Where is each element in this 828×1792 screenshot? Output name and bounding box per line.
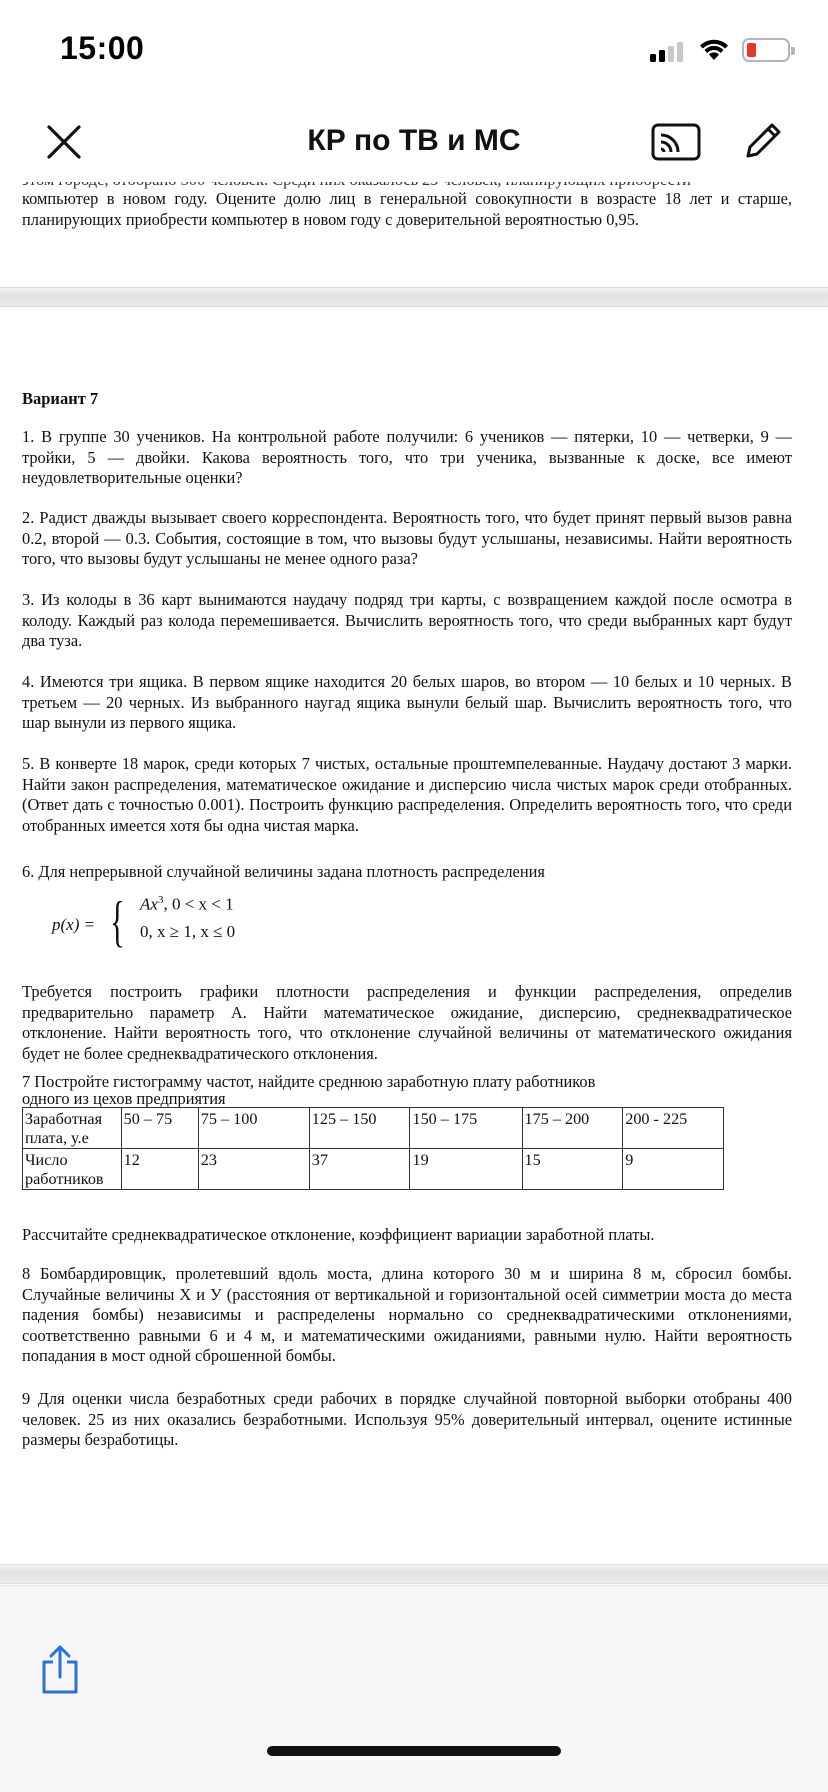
- table-cell: 175 – 200: [522, 1108, 623, 1149]
- task-9: 9 Для оценки числа безработных среди рабочих в порядке случайной повторной выборки отобраны 400 человек. 25 из них оказались безработными. Используя 95% доверительный интервал, оцените истинные размеры безработицы.: [22, 1389, 792, 1449]
- task-7-intro-line-1: 7 Постройте гистограмму частот, найдите среднюю заработную плату работников: [22, 1072, 596, 1091]
- page-separator: [0, 1564, 828, 1584]
- density-formula: [52, 892, 352, 962]
- formula-case-2: 0, x ≥ 1, x ≤ 0: [140, 922, 236, 941]
- table-cell: 12: [121, 1149, 198, 1190]
- status-time: 15:00: [60, 30, 145, 66]
- task-6-body: Требуется построить графики плотности распределения и функции распределения, определив предварительно параметр А. Найти математическое ожидание, дисперсию, среднеквадратическое отклонение. Найти вероятность того, что отклонение случайной величины от математического ожидания будет не более среднеквадратического отклонения.: [22, 982, 792, 1063]
- battery-icon: [742, 38, 790, 62]
- share-icon[interactable]: [38, 1644, 82, 1696]
- table-cell: Заработная плата, у.е: [23, 1108, 122, 1149]
- table-cell: 19: [410, 1149, 522, 1190]
- table-cell: 50 – 75: [121, 1108, 198, 1149]
- table-row: [23, 1108, 724, 1149]
- bottom-toolbar: [0, 1585, 828, 1792]
- document-title: КР по ТВ и МС: [307, 124, 521, 157]
- page-separator: [0, 287, 828, 307]
- table-row: [23, 1149, 724, 1190]
- task-8: 8 Бомбардировщик, пролетевший вдоль моста, длина которого 30 м и ширина 8 м, сбросил бомбы. Случайные величины Х и У (расстояния от вертикальной и горизонтальной осей симметрии моста до места падения бомбы) независимы и распределены нормально со среднеквадратическими отклонениями, соответственно равными 6 и 4 м, и математическими ожиданиями, равными нулю. Найти вероятность попадания в мост одной сброшенной бомбы.: [22, 1264, 792, 1365]
- table-cell: 23: [198, 1149, 309, 1190]
- table-cell: 150 – 175: [410, 1108, 522, 1149]
- pencil-icon[interactable]: [740, 118, 786, 164]
- formula-lhs: p(x) =: [52, 915, 96, 934]
- variant-title: Вариант 7: [22, 389, 99, 408]
- wage-table: [22, 1107, 724, 1190]
- formula-case-1: Ax$^3$, 0 < x < 1: [140, 894, 234, 914]
- cast-icon[interactable]: [650, 120, 702, 164]
- task-6-intro: 6. Для непрерывной случайной величины задана плотность распределения: [22, 862, 545, 881]
- task-7-intro-line-2: одного из цехов предприятия: [22, 1089, 226, 1108]
- task-1: 1. В группе 30 учеников. На контрольной работе получили: 6 учеников — пятерки, 10 — четверки, 9 — тройки, 5 — двойки. Какова вероятность того, что три ученика, вызванные к доске, все имеют неудовлетворительные оценки?: [22, 427, 792, 487]
- task-3: 3. Из колоды в 36 карт вынимаются наудачу подряд три карты, с возвращением каждой после осмотра в колоду. Каждый раз колода перемешивается. Вычислить вероятность того, что среди выбранных карт будут два туза.: [22, 590, 792, 650]
- table-cell: 200 - 225: [623, 1108, 724, 1149]
- table-cell: Число работников: [23, 1149, 122, 1190]
- task-5: 5. В конверте 18 марок, среди которых 7 чистых, остальные проштемпелеванные. Наудачу достают 3 марки. Найти закон распределения, математическое ожидание и дисперсию числа чистых марок среди отобранных. (Ответ дать с точностью 0.001). Построить функцию распределения. Определить вероятность того, что среди отобранных имеется хотя бы одна чистая марка.: [22, 754, 792, 835]
- task-4: 4. Имеются три ящика. В первом ящике находится 20 белых шаров, во втором — 10 белых и 10 черных. В третьем — 20 черных. Из выбранного наугад ящика вынули белый шар. Вычислить вероятность того, что шар вынули из первого ящика.: [22, 672, 792, 732]
- document-viewer[interactable]: [0, 182, 828, 1585]
- cellular-signal-icon: [650, 40, 686, 62]
- task-2: 2. Радист дважды вызывает своего корреспондента. Вероятность того, что будет принят первый вызов равна 0.2, второй — 0.3. События, состоящие в том, что вызовы будут услышаны, независимы. Найти вероятность того, что вызовы будут услышаны не менее одного раза?: [22, 508, 792, 568]
- status-bar: [0, 0, 828, 100]
- table-cell: 37: [309, 1149, 410, 1190]
- previous-page-text: компьютер в новом году. Оцените долю лиц в генеральной совокупности в возрасте 18 лет и старше, планирующих приобрести компьютер в новом году с доверительной вероятностью 0,95.: [22, 189, 792, 229]
- home-indicator[interactable]: [267, 1746, 561, 1756]
- table-cell: 75 – 100: [198, 1108, 309, 1149]
- table-cell: 125 – 150: [309, 1108, 410, 1149]
- nav-bar: [0, 100, 828, 182]
- table-cell: 15: [522, 1149, 623, 1190]
- formula-brace: {: [110, 891, 125, 953]
- table-cell: 9: [623, 1149, 724, 1190]
- task-7-outro: Рассчитайте среднеквадратическое отклонение, коэффициент вариации заработной платы.: [22, 1225, 655, 1244]
- wifi-icon: [698, 36, 730, 62]
